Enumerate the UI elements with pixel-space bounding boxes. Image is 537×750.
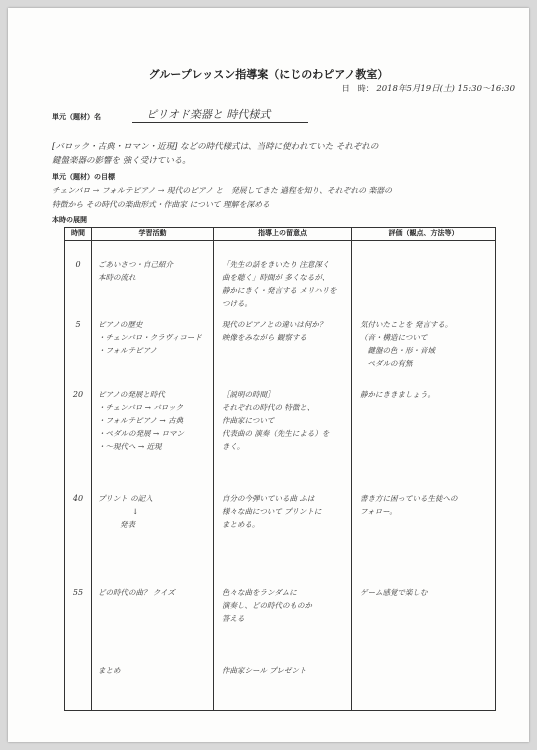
notes-line: きく。 bbox=[222, 442, 245, 451]
evaluation-line: 書き方に困っている生徒への bbox=[360, 494, 458, 503]
unit-overview bbox=[52, 140, 517, 168]
activity-line: 本時の流れ bbox=[98, 273, 136, 282]
header-notes: 指導上の留意点 bbox=[214, 228, 352, 241]
goal-line: チェンバロ → フォルテピアノ → 現代のピアノ と 発展してきた 過程を知り、それぞれの 楽器の bbox=[52, 186, 392, 195]
time-mark: 55 bbox=[72, 588, 84, 597]
unit-goal bbox=[52, 184, 522, 212]
activity-line: まとめ bbox=[98, 666, 121, 675]
notes-line: 作曲家について bbox=[222, 416, 275, 425]
time-mark: 5 bbox=[75, 320, 81, 329]
activity-line: ピアノの発展と時代 bbox=[98, 390, 165, 399]
notes-line: 答える bbox=[222, 614, 245, 623]
activity-line: ・〜現代へ → 近現 bbox=[98, 442, 162, 451]
unit-value: ピリオド楽器と 時代様式 bbox=[146, 108, 271, 121]
activity-line: ごあいさつ・自己紹介 bbox=[98, 260, 173, 269]
notes-line: 作曲家シール プレゼント bbox=[222, 666, 307, 675]
notes-line: まとめる。 bbox=[222, 520, 260, 529]
activity-line: ・チェンバロ → バロック bbox=[98, 403, 184, 412]
header-time: 時間 bbox=[65, 228, 92, 241]
activity-line: ・ペダルの発展 → ロマン bbox=[98, 429, 185, 438]
time-column bbox=[65, 241, 92, 711]
table-body-row bbox=[65, 241, 496, 711]
time-mark: 0 bbox=[75, 260, 81, 269]
evaluation-line: ゲーム感覚で楽しむ bbox=[360, 588, 428, 597]
activity-line: どの時代の曲？ クイズ bbox=[98, 588, 175, 597]
notes-column bbox=[214, 241, 352, 711]
notes-line: 静かにきく・発言する メリハリを bbox=[222, 286, 337, 295]
activity-line: ・チェンバロ・クラヴィコード bbox=[98, 333, 202, 342]
datetime bbox=[342, 82, 515, 94]
overview-line: 鍵盤楽器の影響を 強く受けている。 bbox=[52, 156, 191, 166]
activity-column bbox=[92, 241, 214, 711]
notes-line: ［説明の時間］ bbox=[222, 390, 275, 399]
evaluation-line: 鍵盤の色・形・音域 bbox=[360, 346, 435, 355]
table-header-row bbox=[65, 228, 496, 241]
notes-line: 映像をみながら 観察する bbox=[222, 333, 307, 342]
plan-section-label: 本時の展開 bbox=[52, 216, 87, 224]
notes-line: 色々な曲をランダムに bbox=[222, 588, 297, 597]
activity-line: プリント の記入 bbox=[98, 494, 153, 503]
evaluation-line: 気付いたことを 発言する。 bbox=[360, 320, 453, 329]
document-title: グループレッスン指導案（にじのわピアノ教室） bbox=[148, 68, 389, 81]
time-mark: 20 bbox=[72, 390, 84, 399]
unit-underline bbox=[132, 122, 308, 123]
evaluation-line: ペダルの有無 bbox=[360, 359, 413, 368]
notes-line: 演奏し、どの時代のものか bbox=[222, 601, 312, 610]
activity-line: ピアノの歴史 bbox=[98, 320, 143, 329]
notes-line: それぞれの時代の 特徴と、 bbox=[222, 403, 315, 412]
activity-line: ↓ bbox=[132, 507, 139, 516]
goal-line: 特徴から その時代の楽曲形式・作曲家 について 理解を深める bbox=[52, 200, 270, 209]
lesson-plan-sheet bbox=[8, 8, 529, 742]
evaluation-line: 静かにききましょう。 bbox=[360, 390, 435, 399]
notes-line: 曲を聴く」時間が 多くなるが、 bbox=[222, 273, 330, 282]
notes-line: つける。 bbox=[222, 299, 252, 308]
lesson-plan-table bbox=[64, 227, 496, 711]
notes-line: 現代のピアノとの違いは何か？ bbox=[222, 320, 327, 329]
unit-label: 単元（題材）名 bbox=[52, 113, 101, 121]
evaluation-line: （音・構造について bbox=[360, 333, 428, 342]
notes-line: 様々な曲について プリントに bbox=[222, 507, 322, 516]
activity-line: ・フォルテピアノ bbox=[98, 346, 158, 355]
activity-line: ・フォルテピアノ → 古典 bbox=[98, 416, 184, 425]
evaluation-line: フォロー。 bbox=[360, 507, 397, 516]
goal-label: 単元（題材）の目標 bbox=[52, 173, 115, 181]
datetime-value: 2018年5月19日(土) 15:30〜16:30 bbox=[376, 84, 515, 94]
header-evaluation: 評価（観点、方法等） bbox=[352, 228, 496, 241]
overview-line: [バロック・古典・ロマン・近現] などの時代様式は、当時に使われていた それぞれの bbox=[52, 142, 379, 152]
activity-line: 発表 bbox=[120, 520, 135, 529]
notes-line: 「先生の話をきいたり 注意深く bbox=[222, 260, 330, 269]
datetime-label: 日 時： bbox=[341, 84, 374, 93]
evaluation-column bbox=[352, 241, 496, 711]
time-mark: 40 bbox=[72, 494, 84, 503]
notes-line: 代表曲の 演奏（先生による）を bbox=[222, 429, 330, 438]
notes-line: 自分の今弾いている曲 ふは bbox=[222, 494, 315, 503]
header-activity: 学習活動 bbox=[92, 228, 214, 241]
